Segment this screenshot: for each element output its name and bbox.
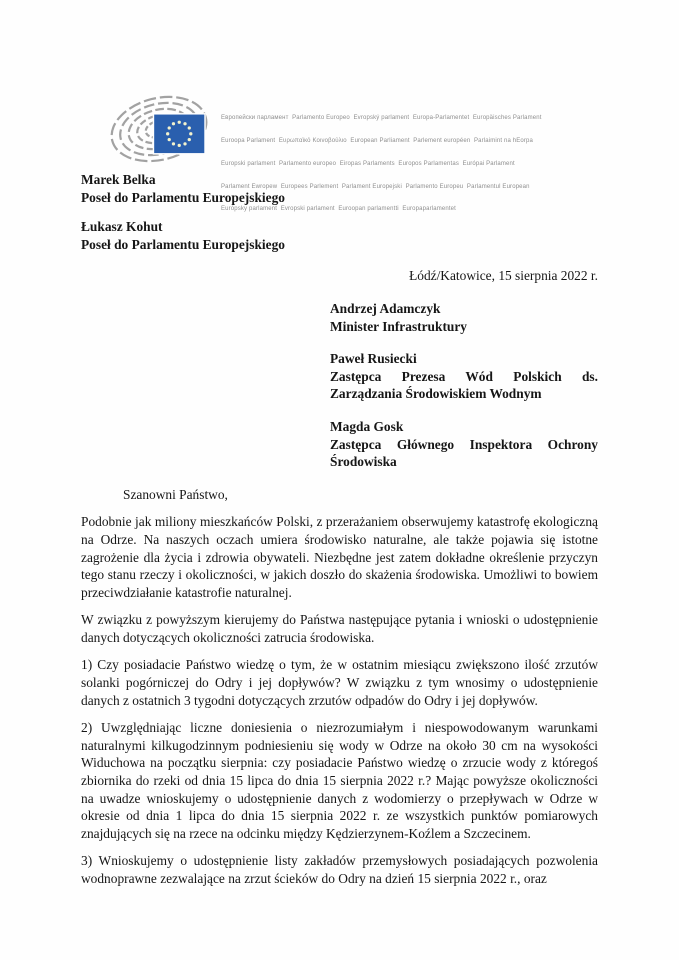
ep-logo-line: Parlament Ewropew Europees Parlement Parlament Europejski Parlamento Europeu Parlamentul European	[221, 183, 530, 190]
body-paragraph: 3) Wnioskujemy o udostępnienie listy zakładów przemysłowych posiadających pozwolenia wodnoprawne zezwalające na zrzut ścieków do Odry na dzień 15 sierpnia 2022 r., oraz	[81, 853, 598, 886]
letter-content	[81, 171, 598, 898]
body-paragraph: W związku z powyższym kierujemy do Państwa następujące pytania i wnioski o udostępnienie danych dotyczących okoliczności zatrucia środowiska.	[81, 612, 598, 645]
body-paragraph: Podobnie jak miliony mieszkańców Polski, z przerażaniem obserwujemy katastrofę ekologiczną na Odrze. Na naszych oczach umiera środowisko naturalne, ale także pojawia się istotne zagrożenie dla życia i zdrowia obywateli. Niezbędne jest zatem dokładne określenie przyczyn tego stanu rzeczy i okoliczności, w jakich doszło do skażenia środowiska. Umożliwi to bowiem przeciwdziałanie katastrofie naturalnej.	[81, 514, 598, 600]
recipient-name: Andrzej Adamczyk	[330, 300, 441, 316]
recipient-title: Zastępca Prezesa Wód Polskich ds. Zarządzania Środowiskiem Wodnym	[330, 368, 598, 402]
sender-block	[81, 171, 598, 206]
sender-block	[81, 218, 598, 253]
body-paragraph: 1) Czy posiadacie Państwo wiedzę o tym, że w ostatnim miesiącu zwiększono ilość zrzutów solanki pogórniczej do Odry i jej dopływów? W związku z tym wnosimy o udostępnienie danych z ostatnich 3 tygodni dotyczących zrzutów odpadów do Odry i jej dopływów.	[81, 657, 598, 708]
recipient-name: Paweł Rusiecki	[330, 351, 417, 367]
salutation: Szanowni Państwo,	[123, 486, 228, 502]
ep-logo-line: Европейски парламент Parlamento Europeo Evropský parlament Europa-Parlamentet Europäisches Parlament	[221, 115, 542, 122]
recipient-title: Zastępca Głównego Inspektora Ochrony Środowiska	[330, 436, 598, 470]
recipient-name: Magda Gosk	[330, 418, 404, 434]
recipients-section	[330, 300, 598, 471]
sender-name: Łukasz Kohut	[81, 219, 163, 235]
sender-title: Poseł do Parlamentu Europejskiego	[81, 189, 285, 205]
eu-flag-icon	[153, 113, 206, 154]
recipient-block	[330, 300, 598, 335]
recipient-block	[330, 350, 598, 403]
ep-logo-line: Európsky parlament Evropski parlament Euroopan parlamentti Europaparlamentet	[221, 206, 456, 213]
recipient-block	[330, 418, 598, 471]
sender-name: Marek Belka	[81, 172, 156, 187]
ep-logo-line: Euroopa Parlament Ευρωπαϊκό Κοινοβούλιο European Parliament Parlement européen Parlaimint na hEorpa	[221, 137, 534, 144]
ep-hemicycle-icon	[106, 93, 212, 165]
dateline: Łódź/Katowice, 15 sierpnia 2022 r.	[409, 268, 598, 284]
sender-title: Poseł do Parlamentu Europejskiego	[81, 236, 285, 252]
body-paragraph: 2) Uwzględniając liczne doniesienia o niezrozumiałym i niespowodowanym warunkami naturalnymi kilkugodzinnym podniesieniu się wody w Odrze na około 30 cm na wysokości Widuchowa na początku sierpnia: czy posiadacie Państwo wiedzę o zrzucie wody z któregoś zbiornika do rzeki od dnia 15 lipca do dnia 15 sierpnia 2022 r.? Mając powyższe okoliczności na uwadze wnioskujemy o udostępnienie danych z wodomierzy o przepływach w Odrze w okresie od dnia 1 lipca do dnia 15 sierpnia 2022 r. ze wszystkich punktów pomiarowych znajdujących się na rzece na odcinku między Kędzierzynem-Koźlem a Szczecinem.	[81, 720, 598, 841]
recipient-title: Minister Infrastruktury	[330, 318, 467, 334]
ep-logo-line: Europski parlament Parlamento europeo Eiropas Parlaments Europos Parlamentas Európai Parlament	[221, 160, 515, 167]
